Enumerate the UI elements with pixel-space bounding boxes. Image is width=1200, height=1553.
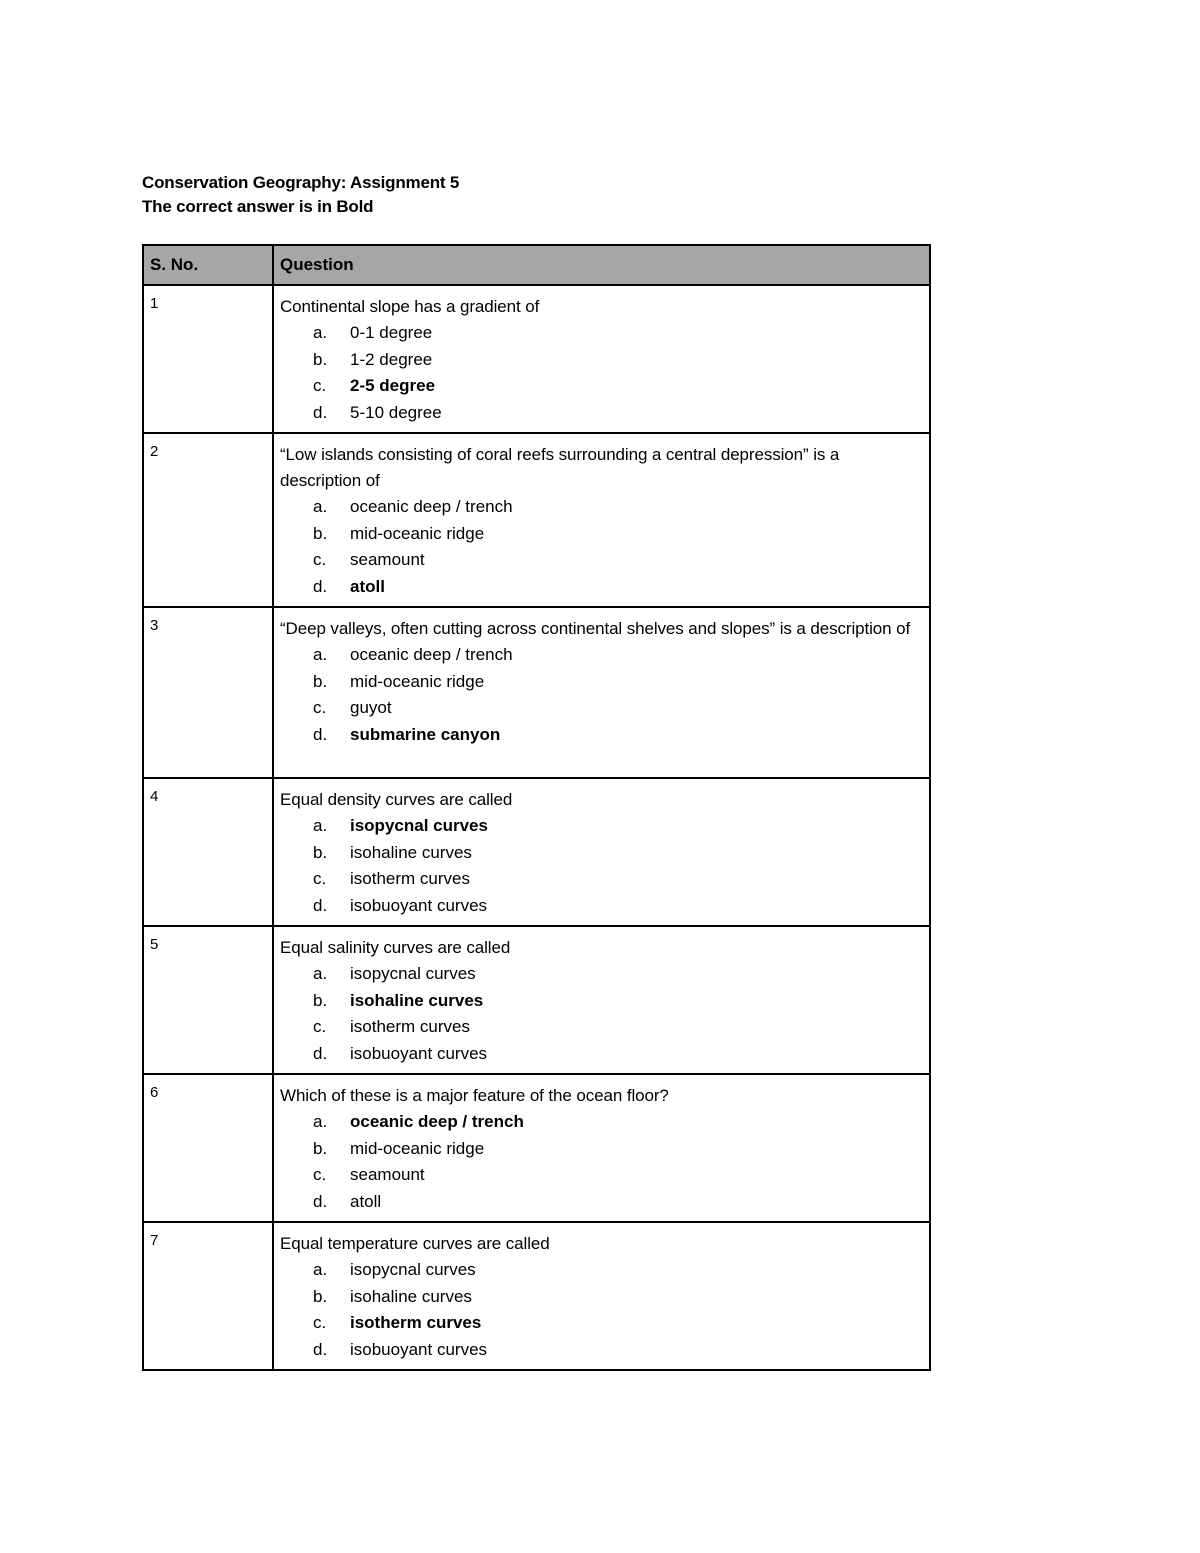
option-item [280,574,923,601]
option-text: isopycnal curves [350,1260,476,1279]
question-number: 3 [143,607,273,778]
option-item [280,1189,923,1216]
option-text: isobuoyant curves [350,1339,488,1359]
option-text: isobuoyant curves [350,895,488,915]
question-number: 5 [143,926,273,1074]
question-cell [273,607,930,778]
option-item [280,961,923,988]
option-list [280,813,923,919]
option-text: mid-oceanic ridge [350,1138,485,1158]
option-text: seamount [350,1165,425,1184]
option-text: oceanic deep / trench [350,1112,524,1131]
option-item [280,373,923,400]
table-body [143,285,930,1370]
option-item [280,1257,923,1284]
option-text: 0-1 degree [350,323,433,342]
question-cell [273,778,930,926]
option-list [280,961,923,1067]
column-header-sno: S. No. [143,245,273,285]
option-text: isohaline curves [350,990,484,1010]
option-item [280,840,923,867]
option-label: d. [313,724,328,744]
option-text: isopycnal curves [350,816,488,835]
table-row [143,778,930,926]
option-label: d. [313,576,328,596]
option-label: a. [313,645,328,664]
option-label: c. [313,1313,327,1332]
option-item [280,1014,923,1041]
option-text: guyot [350,698,392,717]
table-row [143,607,930,778]
option-item [280,893,923,920]
question-cell [273,926,930,1074]
option-label: c. [313,550,327,569]
option-label: b. [313,990,328,1010]
option-text: mid-oceanic ridge [350,671,485,691]
question-number: 7 [143,1222,273,1370]
question-text: Continental slope has a gradient of [280,297,540,316]
option-label: d. [313,1043,328,1063]
table-row [143,1074,930,1222]
option-item [280,1310,923,1337]
option-text: isopycnal curves [350,964,476,983]
question-number: 1 [143,285,273,433]
option-label: b. [313,671,328,691]
option-text: isotherm curves [350,869,470,888]
document-subtitle: The correct answer is in Bold [142,197,374,216]
question-cell [273,1074,930,1222]
option-item [280,988,923,1015]
option-item [280,1136,923,1163]
option-item [280,642,923,669]
column-header-question: Question [273,245,930,285]
question-number: 4 [143,778,273,926]
option-list [280,642,923,748]
option-label: a. [313,323,328,342]
question-number: 6 [143,1074,273,1222]
question-text: Which of these is a major feature of the ocean floor? [280,1086,669,1105]
question-text: Equal temperature curves are called [280,1234,550,1253]
option-item [280,547,923,574]
option-text: 5-10 degree [350,402,442,422]
option-text: isotherm curves [350,1017,470,1036]
option-label: d. [313,402,328,422]
option-label: d. [313,895,328,915]
option-text: 1-2 degree [350,349,433,369]
option-label: c. [313,376,327,395]
option-text: 2-5 degree [350,376,436,395]
question-text: Equal salinity curves are called [280,938,511,957]
question-number: 2 [143,433,273,607]
option-item [280,1284,923,1311]
option-label: b. [313,523,328,543]
option-item [280,1337,923,1364]
table-header-row [143,245,930,285]
option-item [280,1041,923,1068]
option-text: atoll [350,576,385,596]
question-cell [273,285,930,433]
option-label: b. [313,349,328,369]
option-label: b. [313,1138,328,1158]
option-text: seamount [350,550,425,569]
question-cell [273,433,930,607]
option-label: c. [313,869,327,888]
option-list [280,494,923,600]
document-title: Conservation Geography: Assignment 5 [142,173,460,192]
option-text: atoll [350,1191,382,1211]
option-text: isohaline curves [350,842,472,862]
option-item [280,320,923,347]
option-label: a. [313,497,328,516]
option-label: b. [313,842,328,862]
option-label: c. [313,1017,327,1036]
option-text: isobuoyant curves [350,1043,488,1063]
option-text: mid-oceanic ridge [350,523,485,543]
table-row [143,1222,930,1370]
option-label: d. [313,1191,328,1211]
question-cell [273,1222,930,1370]
option-item [280,695,923,722]
option-list [280,320,923,426]
option-item [280,722,923,749]
option-item [280,521,923,548]
table-row [143,285,930,433]
option-list [280,1257,923,1363]
option-label: c. [313,1165,327,1184]
option-item [280,494,923,521]
option-text: oceanic deep / trench [350,497,513,516]
option-label: c. [313,698,327,717]
option-text: oceanic deep / trench [350,645,513,664]
option-text: isotherm curves [350,1313,482,1332]
option-item [280,400,923,427]
document-heading [142,171,459,219]
option-label: a. [313,1260,328,1279]
option-item [280,1109,923,1136]
option-list [280,1109,923,1215]
option-label: a. [313,816,328,835]
option-label: a. [313,1112,328,1131]
question-text: Equal density curves are called [280,790,513,809]
quiz-table [142,244,931,1371]
table-row [143,433,930,607]
option-item [280,866,923,893]
option-label: a. [313,964,328,983]
option-label: b. [313,1286,328,1306]
table-row [143,926,930,1074]
option-item [280,669,923,696]
option-text: submarine canyon [350,724,501,744]
option-item [280,813,923,840]
question-text: “Low islands consisting of coral reefs surrounding a central depression” is a description of [280,445,840,490]
option-item [280,347,923,374]
question-text: “Deep valleys, often cutting across continental shelves and slopes” is a description of [280,619,911,638]
option-text: isohaline curves [350,1286,472,1306]
option-label: d. [313,1339,328,1359]
option-item [280,1162,923,1189]
